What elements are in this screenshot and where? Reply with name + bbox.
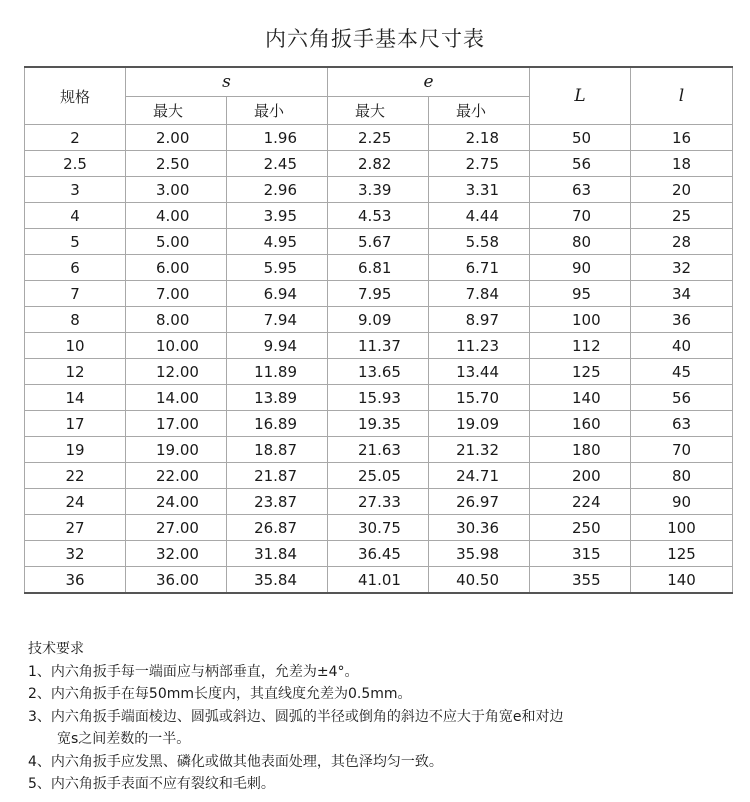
table-row <box>25 203 733 229</box>
header-e: e <box>328 67 530 97</box>
header-s-min: 最小 <box>227 97 328 125</box>
cell-e-min: 26.97 <box>429 489 530 515</box>
cell-e-min: 21.32 <box>429 437 530 463</box>
cell-e-min: 19.09 <box>429 411 530 437</box>
table-row <box>25 411 733 437</box>
cell-e-min: 3.31 <box>429 177 530 203</box>
cell-e-max: 5.67 <box>328 229 429 255</box>
table-row <box>25 125 733 151</box>
cell-l: 45 <box>631 359 733 385</box>
cell-e-max: 19.35 <box>328 411 429 437</box>
cell-s-min: 31.84 <box>227 541 328 567</box>
cell-spec: 24 <box>25 489 126 515</box>
cell-spec: 3 <box>25 177 126 203</box>
cell-s-min: 4.95 <box>227 229 328 255</box>
cell-spec: 4 <box>25 203 126 229</box>
cell-s-min: 23.87 <box>227 489 328 515</box>
cell-l: 140 <box>631 567 733 594</box>
page-title: 内六角扳手基本尺寸表 <box>265 27 485 51</box>
note-item: 1、内六角扳手每一端面应与柄部垂直，允差为±4°。 <box>28 663 359 680</box>
table-row <box>25 151 733 177</box>
cell-e-min: 4.44 <box>429 203 530 229</box>
table-row <box>25 307 733 333</box>
cell-e-max: 27.33 <box>328 489 429 515</box>
cell-e-max: 30.75 <box>328 515 429 541</box>
cell-e-min: 13.44 <box>429 359 530 385</box>
cell-e-min: 15.70 <box>429 385 530 411</box>
cell-s-max: 17.00 <box>126 411 227 437</box>
cell-spec: 2.5 <box>25 151 126 177</box>
header-row-top <box>25 67 733 97</box>
cell-e-min: 8.97 <box>429 307 530 333</box>
cell-s-max: 4.00 <box>126 203 227 229</box>
cell-s-min: 5.95 <box>227 255 328 281</box>
table-row <box>25 515 733 541</box>
table-row <box>25 333 733 359</box>
technical-requirements <box>28 638 738 796</box>
header-L: L <box>530 67 631 125</box>
cell-L: 180 <box>530 437 631 463</box>
cell-l: 18 <box>631 151 733 177</box>
cell-L: 224 <box>530 489 631 515</box>
cell-l: 16 <box>631 125 733 151</box>
cell-s-min: 35.84 <box>227 567 328 594</box>
cell-spec: 5 <box>25 229 126 255</box>
cell-spec: 2 <box>25 125 126 151</box>
cell-s-max: 32.00 <box>126 541 227 567</box>
cell-e-max: 9.09 <box>328 307 429 333</box>
cell-L: 95 <box>530 281 631 307</box>
header-e-max: 最大 <box>328 97 429 125</box>
cell-s-max: 12.00 <box>126 359 227 385</box>
table-row <box>25 255 733 281</box>
cell-L: 125 <box>530 359 631 385</box>
table-row <box>25 229 733 255</box>
cell-s-min: 1.96 <box>227 125 328 151</box>
cell-spec: 12 <box>25 359 126 385</box>
cell-l: 36 <box>631 307 733 333</box>
cell-s-max: 36.00 <box>126 567 227 594</box>
cell-s-max: 19.00 <box>126 437 227 463</box>
cell-spec: 17 <box>25 411 126 437</box>
cell-L: 140 <box>530 385 631 411</box>
cell-s-min: 3.95 <box>227 203 328 229</box>
cell-e-max: 21.63 <box>328 437 429 463</box>
cell-L: 315 <box>530 541 631 567</box>
cell-s-min: 16.89 <box>227 411 328 437</box>
cell-e-min: 2.75 <box>429 151 530 177</box>
table-row <box>25 567 733 594</box>
cell-e-max: 3.39 <box>328 177 429 203</box>
notes-heading: 技术要求 <box>28 641 84 657</box>
cell-s-max: 8.00 <box>126 307 227 333</box>
cell-L: 355 <box>530 567 631 594</box>
cell-L: 100 <box>530 307 631 333</box>
cell-e-min: 35.98 <box>429 541 530 567</box>
cell-s-min: 7.94 <box>227 307 328 333</box>
cell-l: 125 <box>631 541 733 567</box>
cell-e-max: 41.01 <box>328 567 429 594</box>
cell-spec: 22 <box>25 463 126 489</box>
cell-L: 90 <box>530 255 631 281</box>
cell-e-max: 2.82 <box>328 151 429 177</box>
cell-s-max: 5.00 <box>126 229 227 255</box>
cell-e-max: 13.65 <box>328 359 429 385</box>
header-s-max: 最大 <box>126 97 227 125</box>
header-e-min: 最小 <box>429 97 530 125</box>
cell-L: 250 <box>530 515 631 541</box>
cell-e-max: 6.81 <box>328 255 429 281</box>
cell-s-min: 21.87 <box>227 463 328 489</box>
table-row <box>25 437 733 463</box>
cell-l: 56 <box>631 385 733 411</box>
cell-s-min: 11.89 <box>227 359 328 385</box>
cell-e-max: 4.53 <box>328 203 429 229</box>
note-item: 宽s之间差数的一半。 <box>57 731 191 747</box>
cell-s-min: 18.87 <box>227 437 328 463</box>
table-row <box>25 281 733 307</box>
cell-s-max: 24.00 <box>126 489 227 515</box>
table-row <box>25 177 733 203</box>
dimension-table <box>24 66 733 594</box>
cell-L: 56 <box>530 151 631 177</box>
cell-l: 32 <box>631 255 733 281</box>
cell-spec: 10 <box>25 333 126 359</box>
cell-s-max: 2.50 <box>126 151 227 177</box>
cell-spec: 32 <box>25 541 126 567</box>
table-row <box>25 489 733 515</box>
cell-e-min: 2.18 <box>429 125 530 151</box>
cell-s-max: 10.00 <box>126 333 227 359</box>
cell-e-max: 2.25 <box>328 125 429 151</box>
cell-l: 70 <box>631 437 733 463</box>
cell-e-max: 7.95 <box>328 281 429 307</box>
cell-s-max: 7.00 <box>126 281 227 307</box>
cell-l: 34 <box>631 281 733 307</box>
cell-s-min: 26.87 <box>227 515 328 541</box>
cell-s-max: 14.00 <box>126 385 227 411</box>
cell-l: 28 <box>631 229 733 255</box>
cell-spec: 14 <box>25 385 126 411</box>
table-row <box>25 359 733 385</box>
cell-s-max: 27.00 <box>126 515 227 541</box>
cell-l: 100 <box>631 515 733 541</box>
cell-e-max: 11.37 <box>328 333 429 359</box>
cell-spec: 36 <box>25 567 126 594</box>
cell-L: 70 <box>530 203 631 229</box>
note-item: 4、内六角扳手应发黑、磷化或做其他表面处理，其色泽均匀一致。 <box>28 753 443 770</box>
cell-s-max: 3.00 <box>126 177 227 203</box>
cell-e-min: 40.50 <box>429 567 530 594</box>
cell-e-max: 15.93 <box>328 385 429 411</box>
cell-s-max: 2.00 <box>126 125 227 151</box>
cell-l: 63 <box>631 411 733 437</box>
cell-spec: 6 <box>25 255 126 281</box>
cell-L: 112 <box>530 333 631 359</box>
table-row <box>25 463 733 489</box>
cell-s-max: 6.00 <box>126 255 227 281</box>
cell-L: 80 <box>530 229 631 255</box>
cell-e-max: 36.45 <box>328 541 429 567</box>
cell-L: 200 <box>530 463 631 489</box>
header-s: s <box>126 67 328 97</box>
cell-e-min: 5.58 <box>429 229 530 255</box>
cell-e-min: 7.84 <box>429 281 530 307</box>
cell-L: 63 <box>530 177 631 203</box>
cell-e-min: 24.71 <box>429 463 530 489</box>
cell-s-min: 13.89 <box>227 385 328 411</box>
cell-spec: 8 <box>25 307 126 333</box>
cell-s-min: 2.45 <box>227 151 328 177</box>
cell-L: 50 <box>530 125 631 151</box>
note-item: 2、内六角扳手在每50mm长度内，其直线度允差为0.5mm。 <box>28 686 412 702</box>
cell-l: 20 <box>631 177 733 203</box>
cell-l: 25 <box>631 203 733 229</box>
cell-s-min: 2.96 <box>227 177 328 203</box>
header-l: l <box>631 67 733 125</box>
cell-spec: 19 <box>25 437 126 463</box>
note-item: 3、内六角扳手端面棱边、圆弧或斜边、圆弧的半径或倒角的斜边不应大于角宽e和对边 <box>28 708 564 725</box>
cell-L: 160 <box>530 411 631 437</box>
cell-l: 40 <box>631 333 733 359</box>
cell-e-max: 25.05 <box>328 463 429 489</box>
cell-e-min: 6.71 <box>429 255 530 281</box>
cell-spec: 7 <box>25 281 126 307</box>
cell-l: 80 <box>631 463 733 489</box>
cell-e-min: 11.23 <box>429 333 530 359</box>
cell-e-min: 30.36 <box>429 515 530 541</box>
cell-s-min: 9.94 <box>227 333 328 359</box>
cell-s-max: 22.00 <box>126 463 227 489</box>
table-row <box>25 385 733 411</box>
cell-l: 90 <box>631 489 733 515</box>
header-spec: 规格 <box>25 67 126 125</box>
cell-spec: 27 <box>25 515 126 541</box>
cell-s-min: 6.94 <box>227 281 328 307</box>
note-item: 5、内六角扳手表面不应有裂纹和毛刺。 <box>28 776 275 792</box>
table-row <box>25 541 733 567</box>
